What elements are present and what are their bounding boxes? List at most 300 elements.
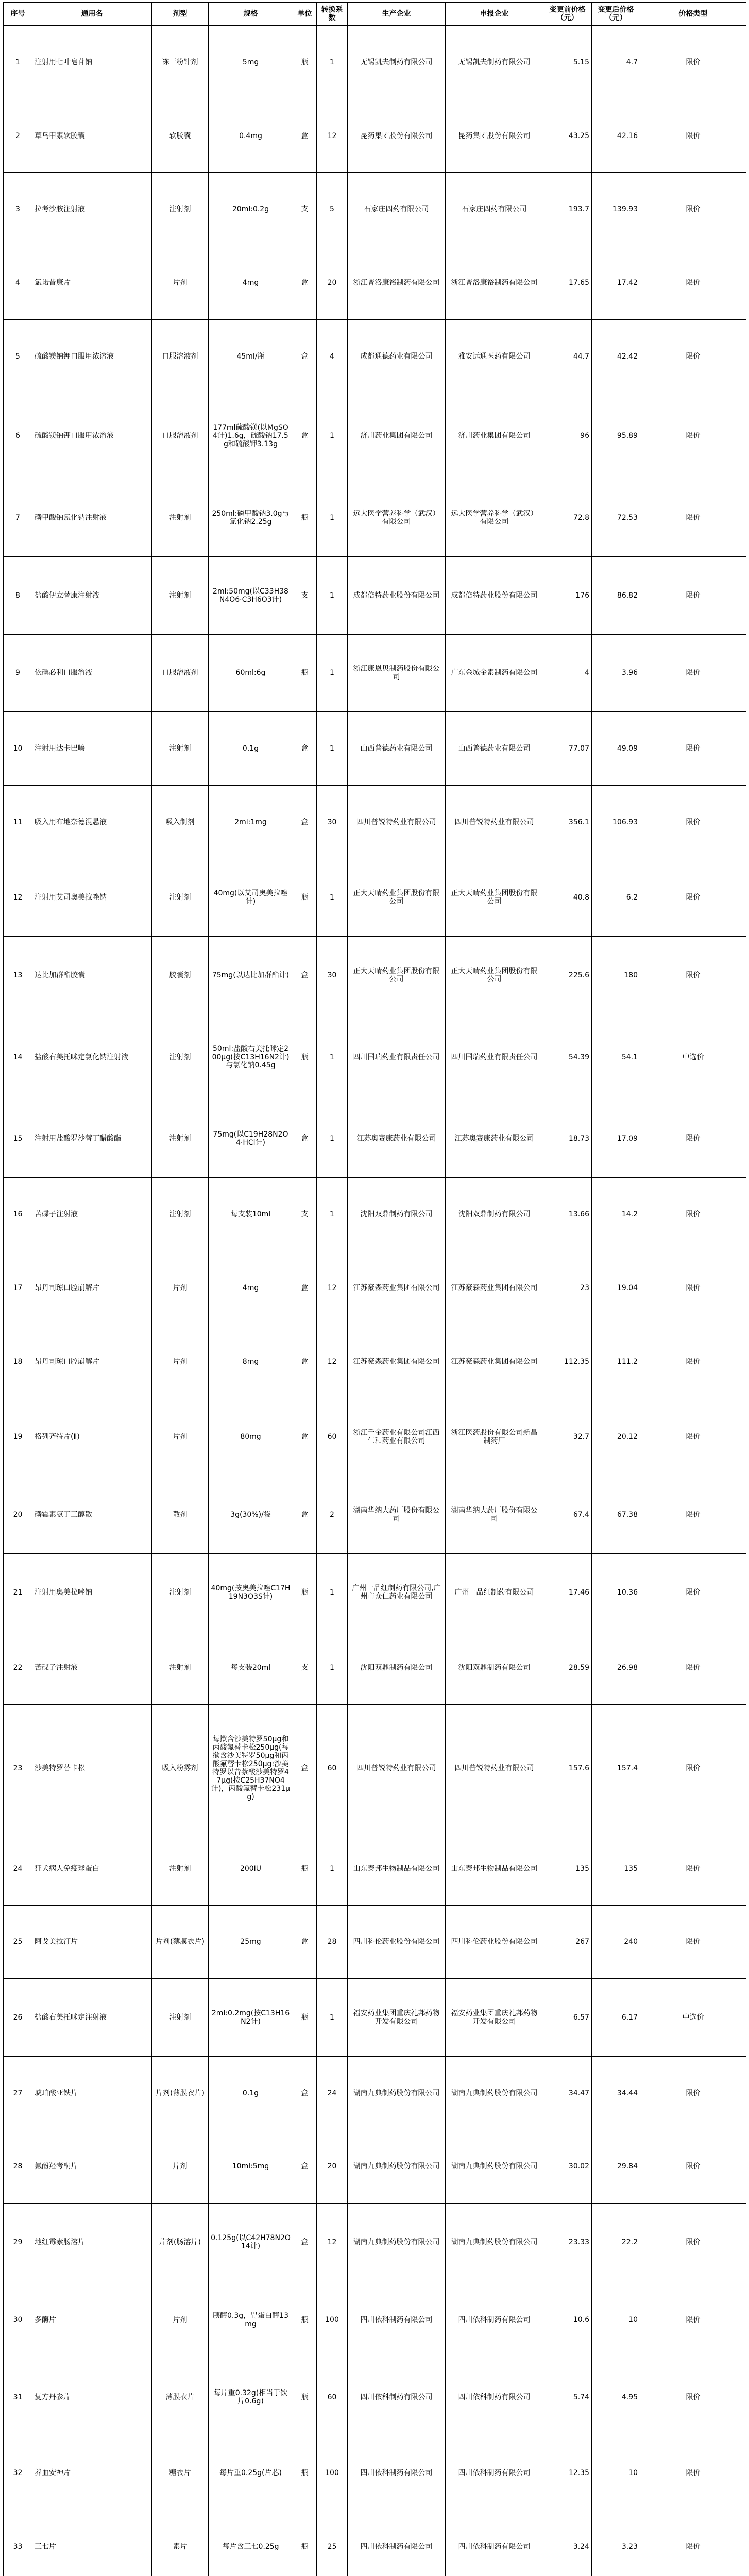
cell-index: 5: [4, 319, 32, 393]
cell-dosage-form: 片剂(薄膜衣片): [152, 2056, 209, 2130]
cell-index: 12: [4, 859, 32, 937]
cell-conversion-factor: 1: [317, 1178, 348, 1251]
cell-applicant: 正大天晴药业集团股份有限公司: [446, 937, 543, 1014]
cell-dosage-form: 胶囊剂: [152, 937, 209, 1014]
cell-price-type: 限价: [640, 556, 746, 634]
table-row: [4, 556, 746, 634]
cell-conversion-factor: 60: [317, 1398, 348, 1476]
cell-conversion-factor: 1: [317, 479, 348, 557]
cell-specification: 每支装20ml: [209, 1631, 293, 1705]
table-row: [4, 479, 746, 557]
cell-index: 25: [4, 1905, 32, 1979]
cell-applicant: 雅安远通医药有限公司: [446, 319, 543, 393]
cell-dosage-form: 片剂: [152, 1398, 209, 1476]
cell-manufacturer: 江苏奥赛康药业有限公司: [348, 1100, 446, 1178]
cell-specification: 0.1g: [209, 712, 293, 786]
cell-applicant: 沈阳双鼎制药有限公司: [446, 1178, 543, 1251]
cell-conversion-factor: 1: [317, 712, 348, 786]
cell-price-after: 111.2: [592, 1325, 640, 1398]
cell-manufacturer: 四川依科制药有限公司: [348, 2281, 446, 2359]
header-specification: 规格: [209, 3, 293, 26]
table-row: [4, 1251, 746, 1325]
cell-unit: 盒: [293, 1398, 317, 1476]
cell-index: 17: [4, 1251, 32, 1325]
cell-dosage-form: 注射剂: [152, 1979, 209, 2057]
cell-price-before: 5.15: [543, 26, 592, 99]
cell-dosage-form: 软胶囊: [152, 99, 209, 173]
table-row: [4, 26, 746, 99]
cell-unit: 盒: [293, 785, 317, 859]
cell-price-type: 限价: [640, 2359, 746, 2436]
cell-unit: 支: [293, 1178, 317, 1251]
cell-manufacturer: 四川国瑞药业有限责任公司: [348, 1014, 446, 1100]
cell-index: 21: [4, 1553, 32, 1631]
cell-unit: 盒: [293, 1476, 317, 1554]
cell-generic-name: 磷霉素氨丁三醇散: [32, 1476, 152, 1554]
cell-price-after: 106.93: [592, 785, 640, 859]
cell-manufacturer: 成都倍特药业股份有限公司: [348, 556, 446, 634]
cell-specification: 每揿含沙美特罗50μg和丙酸氟替卡松250μg(每揿含沙美特罗50μg和丙酸氟替卡松250μg:沙美特罗以昔萘酸沙美特罗47μg(按C25H37NO4计)，丙酸氟替卡松231μg): [209, 1705, 293, 1832]
table-row: [4, 1325, 746, 1398]
cell-manufacturer: 湖南九典制药股份有限公司: [348, 2130, 446, 2204]
cell-unit: 瓶: [293, 1979, 317, 2057]
cell-generic-name: 注射用奥美拉唑钠: [32, 1553, 152, 1631]
cell-specification: 0.1g: [209, 2056, 293, 2130]
table-row: [4, 1476, 746, 1554]
cell-dosage-form: 吸入粉雾剂: [152, 1705, 209, 1832]
cell-applicant: 湖南九典制药股份有限公司: [446, 2130, 543, 2204]
header-price-before: 变更前价格（元）: [543, 3, 592, 26]
cell-price-type: 限价: [640, 1325, 746, 1398]
cell-price-before: 40.8: [543, 859, 592, 937]
cell-price-after: 3.23: [592, 2510, 640, 2576]
cell-specification: 5mg: [209, 26, 293, 99]
cell-price-type: 限价: [640, 2130, 746, 2204]
cell-price-after: 6.2: [592, 859, 640, 937]
table-row: [4, 99, 746, 173]
cell-price-before: 17.65: [543, 246, 592, 320]
cell-price-after: 10: [592, 2281, 640, 2359]
cell-manufacturer: 沈阳双鼎制药有限公司: [348, 1178, 446, 1251]
cell-dosage-form: 素片: [152, 2510, 209, 2576]
cell-dosage-form: 散剂: [152, 1476, 209, 1554]
cell-specification: 每片重0.32g(相当于饮片0.6g): [209, 2359, 293, 2436]
cell-conversion-factor: 1: [317, 1014, 348, 1100]
cell-unit: 支: [293, 1631, 317, 1705]
cell-price-type: 限价: [640, 2436, 746, 2510]
cell-dosage-form: 口服溶液剂: [152, 319, 209, 393]
cell-dosage-form: 注射剂: [152, 1553, 209, 1631]
cell-price-before: 176: [543, 556, 592, 634]
cell-dosage-form: 注射剂: [152, 556, 209, 634]
cell-dosage-form: 吸入制剂: [152, 785, 209, 859]
cell-conversion-factor: 1: [317, 859, 348, 937]
cell-specification: 200IU: [209, 1832, 293, 1905]
cell-specification: 8mg: [209, 1325, 293, 1398]
cell-generic-name: 狂犬病人免疫球蛋白: [32, 1832, 152, 1905]
table-row: [4, 1979, 746, 2057]
cell-price-after: 17.09: [592, 1100, 640, 1178]
cell-price-before: 32.7: [543, 1398, 592, 1476]
table-row: [4, 319, 746, 393]
cell-index: 3: [4, 173, 32, 246]
cell-applicant: 四川国瑞药业有限责任公司: [446, 1014, 543, 1100]
cell-index: 7: [4, 479, 32, 557]
cell-price-type: 限价: [640, 246, 746, 320]
cell-specification: 0.4mg: [209, 99, 293, 173]
table-row: [4, 2056, 746, 2130]
cell-unit: 瓶: [293, 1553, 317, 1631]
cell-applicant: 远大医学营养科学（武汉）有限公司: [446, 479, 543, 557]
table-row: [4, 1014, 746, 1100]
cell-unit: 盒: [293, 319, 317, 393]
cell-applicant: 昆药集团股份有限公司: [446, 99, 543, 173]
cell-specification: 4mg: [209, 1251, 293, 1325]
cell-generic-name: 注射用盐酸罗沙替丁醋酸酯: [32, 1100, 152, 1178]
cell-applicant: 广州一品红制药有限公司: [446, 1553, 543, 1631]
table-row: [4, 2204, 746, 2281]
cell-applicant: 福安药业集团重庆礼邦药物开发有限公司: [446, 1979, 543, 2057]
cell-manufacturer: 成都通德药业有限公司: [348, 319, 446, 393]
cell-dosage-form: 注射剂: [152, 479, 209, 557]
cell-unit: 盒: [293, 99, 317, 173]
cell-price-before: 13.66: [543, 1178, 592, 1251]
cell-manufacturer: 无锡凯夫制药有限公司: [348, 26, 446, 99]
cell-index: 9: [4, 634, 32, 712]
cell-unit: 盒: [293, 2130, 317, 2204]
cell-specification: 4mg: [209, 246, 293, 320]
table-row: [4, 712, 746, 786]
header-conversion-factor: 转换系数: [317, 3, 348, 26]
table-row: [4, 246, 746, 320]
table-row: [4, 1631, 746, 1705]
cell-index: 13: [4, 937, 32, 1014]
cell-generic-name: 注射用七叶皂苷钠: [32, 26, 152, 99]
cell-dosage-form: 片剂(薄膜衣片): [152, 1905, 209, 1979]
cell-applicant: 江苏豪森药业集团有限公司: [446, 1251, 543, 1325]
cell-price-after: 135: [592, 1832, 640, 1905]
cell-conversion-factor: 20: [317, 246, 348, 320]
cell-unit: 瓶: [293, 2281, 317, 2359]
cell-price-after: 3.96: [592, 634, 640, 712]
cell-dosage-form: 口服溶液剂: [152, 634, 209, 712]
cell-conversion-factor: 12: [317, 1251, 348, 1325]
table-row: [4, 1832, 746, 1905]
cell-generic-name: 草乌甲素软胶囊: [32, 99, 152, 173]
cell-price-before: 6.57: [543, 1979, 592, 2057]
cell-price-before: 96: [543, 393, 592, 479]
cell-applicant: 石家庄四药有限公司: [446, 173, 543, 246]
cell-unit: 瓶: [293, 859, 317, 937]
cell-price-before: 23.33: [543, 2204, 592, 2281]
cell-price-type: 中选价: [640, 1979, 746, 2057]
table-row: [4, 2130, 746, 2204]
cell-specification: 2ml:0.2mg(按C13H16N2计): [209, 1979, 293, 2057]
cell-unit: 瓶: [293, 479, 317, 557]
cell-price-before: 18.73: [543, 1100, 592, 1178]
cell-dosage-form: 注射剂: [152, 1832, 209, 1905]
cell-manufacturer: 浙江千金药业有限公司江西仁和药业有限公司: [348, 1398, 446, 1476]
header-unit: 单位: [293, 3, 317, 26]
cell-price-before: 157.6: [543, 1705, 592, 1832]
cell-applicant: 正大天晴药业集团股份有限公司: [446, 859, 543, 937]
cell-specification: 每片含三七0.25g: [209, 2510, 293, 2576]
cell-conversion-factor: 1: [317, 1979, 348, 2057]
cell-dosage-form: 片剂: [152, 2130, 209, 2204]
cell-dosage-form: 糖衣片: [152, 2436, 209, 2510]
table-row: [4, 785, 746, 859]
cell-conversion-factor: 1: [317, 1631, 348, 1705]
table-row: [4, 937, 746, 1014]
cell-generic-name: 阿戈美拉汀片: [32, 1905, 152, 1979]
cell-specification: 0.125g(以C42H78N2O14计): [209, 2204, 293, 2281]
cell-price-type: 限价: [640, 26, 746, 99]
table-row: [4, 2281, 746, 2359]
cell-specification: 177ml硫酸镁(以MgSO4计)1.6g，硫酸钠17.5g和硫酸钾3.13g: [209, 393, 293, 479]
cell-conversion-factor: 30: [317, 937, 348, 1014]
cell-manufacturer: 远大医学营养科学（武汉）有限公司: [348, 479, 446, 557]
cell-price-before: 225.6: [543, 937, 592, 1014]
cell-specification: 40mg(以艾司奥美拉唑计): [209, 859, 293, 937]
cell-index: 26: [4, 1979, 32, 2057]
cell-dosage-form: 注射剂: [152, 1631, 209, 1705]
cell-price-after: 72.53: [592, 479, 640, 557]
cell-conversion-factor: 24: [317, 2056, 348, 2130]
table-row: [4, 1705, 746, 1832]
cell-manufacturer: 正大天晴药业集团股份有限公司: [348, 937, 446, 1014]
cell-price-type: 中选价: [640, 1014, 746, 1100]
cell-price-before: 135: [543, 1832, 592, 1905]
cell-price-before: 30.02: [543, 2130, 592, 2204]
cell-index: 27: [4, 2056, 32, 2130]
cell-index: 18: [4, 1325, 32, 1398]
cell-generic-name: 苦碟子注射液: [32, 1178, 152, 1251]
cell-price-before: 67.4: [543, 1476, 592, 1554]
cell-specification: 50ml:盐酸右美托咪定200μg(按C13H16N2计)与氯化钠0.45g: [209, 1014, 293, 1100]
cell-specification: 2ml:50mg(以C33H38N4O6·C3H6O3计): [209, 556, 293, 634]
cell-index: 11: [4, 785, 32, 859]
cell-dosage-form: 片剂: [152, 1325, 209, 1398]
cell-conversion-factor: 1: [317, 634, 348, 712]
cell-conversion-factor: 60: [317, 1705, 348, 1832]
cell-specification: 每片重0.25g(片芯): [209, 2436, 293, 2510]
cell-price-type: 限价: [640, 1100, 746, 1178]
cell-dosage-form: 片剂: [152, 1251, 209, 1325]
cell-generic-name: 养血安神片: [32, 2436, 152, 2510]
cell-price-type: 限价: [640, 1631, 746, 1705]
cell-unit: 瓶: [293, 2510, 317, 2576]
cell-price-before: 77.07: [543, 712, 592, 786]
cell-manufacturer: 湖南九典制药股份有限公司: [348, 2056, 446, 2130]
cell-index: 6: [4, 393, 32, 479]
cell-price-before: 44.7: [543, 319, 592, 393]
cell-dosage-form: 注射剂: [152, 1178, 209, 1251]
cell-dosage-form: 注射剂: [152, 1100, 209, 1178]
cell-price-type: 限价: [640, 1476, 746, 1554]
cell-manufacturer: 四川依科制药有限公司: [348, 2359, 446, 2436]
cell-manufacturer: 四川依科制药有限公司: [348, 2436, 446, 2510]
header-manufacturer: 生产企业: [348, 3, 446, 26]
cell-conversion-factor: 1: [317, 556, 348, 634]
cell-conversion-factor: 1: [317, 1100, 348, 1178]
cell-price-type: 限价: [640, 319, 746, 393]
table-row: [4, 2436, 746, 2510]
cell-price-before: 3.24: [543, 2510, 592, 2576]
cell-generic-name: 盐酸右美托咪定氯化钠注射液: [32, 1014, 152, 1100]
cell-unit: 盒: [293, 1325, 317, 1398]
cell-generic-name: 硫酸镁钠钾口服用浓溶液: [32, 319, 152, 393]
cell-price-type: 限价: [640, 479, 746, 557]
cell-price-before: 112.35: [543, 1325, 592, 1398]
cell-applicant: 四川科伦药业股份有限公司: [446, 1905, 543, 1979]
header-applicant: 申报企业: [446, 3, 543, 26]
cell-conversion-factor: 1: [317, 1553, 348, 1631]
cell-unit: 盒: [293, 246, 317, 320]
cell-applicant: 山西普德药业有限公司: [446, 712, 543, 786]
cell-price-type: 限价: [640, 712, 746, 786]
table-row: [4, 173, 746, 246]
cell-dosage-form: 注射剂: [152, 859, 209, 937]
cell-conversion-factor: 1: [317, 26, 348, 99]
cell-price-after: 95.89: [592, 393, 640, 479]
cell-index: 30: [4, 2281, 32, 2359]
cell-price-before: 54.39: [543, 1014, 592, 1100]
cell-manufacturer: 浙江康恩贝制药股份有限公司: [348, 634, 446, 712]
cell-applicant: 江苏豪森药业集团有限公司: [446, 1325, 543, 1398]
cell-price-after: 26.98: [592, 1631, 640, 1705]
table-body: [4, 26, 746, 2576]
cell-unit: 盒: [293, 937, 317, 1014]
cell-manufacturer: 湖南华纳大药厂股份有限公司: [348, 1476, 446, 1554]
cell-applicant: 四川普锐特药业有限公司: [446, 785, 543, 859]
cell-unit: 盒: [293, 2204, 317, 2281]
cell-price-after: 14.2: [592, 1178, 640, 1251]
cell-manufacturer: 四川依科制药有限公司: [348, 2510, 446, 2576]
cell-manufacturer: 江苏豪森药业集团有限公司: [348, 1251, 446, 1325]
cell-dosage-form: 薄膜衣片: [152, 2359, 209, 2436]
cell-price-before: 43.25: [543, 99, 592, 173]
cell-price-before: 12.35: [543, 2436, 592, 2510]
cell-conversion-factor: 12: [317, 2204, 348, 2281]
cell-manufacturer: 广州一品红制药有限公司,广州市众仁药业有限公司: [348, 1553, 446, 1631]
cell-specification: 75mg(以达比加群酯计): [209, 937, 293, 1014]
cell-index: 14: [4, 1014, 32, 1100]
cell-index: 23: [4, 1705, 32, 1832]
cell-dosage-form: 注射剂: [152, 173, 209, 246]
cell-dosage-form: 口服溶液剂: [152, 393, 209, 479]
table-row: [4, 1398, 746, 1476]
cell-price-before: 193.7: [543, 173, 592, 246]
cell-specification: 胰酶0.3g，胃蛋白酶13mg: [209, 2281, 293, 2359]
cell-applicant: 广东金城金素制药有限公司: [446, 634, 543, 712]
cell-price-after: 4.95: [592, 2359, 640, 2436]
cell-applicant: 四川普锐特药业有限公司: [446, 1705, 543, 1832]
cell-price-type: 限价: [640, 1398, 746, 1476]
cell-conversion-factor: 25: [317, 2510, 348, 2576]
price-change-table-container: [3, 2, 746, 2576]
cell-manufacturer: 福安药业集团重庆礼邦药物开发有限公司: [348, 1979, 446, 2057]
cell-price-before: 34.47: [543, 2056, 592, 2130]
cell-price-type: 限价: [640, 99, 746, 173]
cell-price-before: 356.1: [543, 785, 592, 859]
cell-price-after: 42.42: [592, 319, 640, 393]
table-row: [4, 634, 746, 712]
cell-applicant: 山东泰邦生物制品有限公司: [446, 1832, 543, 1905]
cell-conversion-factor: 30: [317, 785, 348, 859]
cell-price-type: 限价: [640, 2510, 746, 2576]
cell-conversion-factor: 5: [317, 173, 348, 246]
cell-price-after: 17.42: [592, 246, 640, 320]
cell-price-type: 限价: [640, 1905, 746, 1979]
cell-price-type: 限价: [640, 1178, 746, 1251]
cell-unit: 瓶: [293, 26, 317, 99]
cell-price-after: 49.09: [592, 712, 640, 786]
cell-unit: 支: [293, 173, 317, 246]
cell-price-type: 限价: [640, 785, 746, 859]
cell-specification: 60ml:6g: [209, 634, 293, 712]
cell-price-after: 240: [592, 1905, 640, 1979]
cell-generic-name: 多酶片: [32, 2281, 152, 2359]
cell-unit: 瓶: [293, 2436, 317, 2510]
cell-unit: 盒: [293, 712, 317, 786]
cell-price-after: 10.36: [592, 1553, 640, 1631]
cell-generic-name: 昂丹司琼口腔崩解片: [32, 1325, 152, 1398]
cell-price-type: 限价: [640, 1553, 746, 1631]
cell-specification: 2ml:1mg: [209, 785, 293, 859]
cell-price-after: 67.38: [592, 1476, 640, 1554]
header-generic-name: 通用名: [32, 3, 152, 26]
cell-price-after: 22.2: [592, 2204, 640, 2281]
cell-manufacturer: 山东泰邦生物制品有限公司: [348, 1832, 446, 1905]
cell-applicant: 四川依科制药有限公司: [446, 2359, 543, 2436]
cell-price-type: 限价: [640, 173, 746, 246]
cell-index: 29: [4, 2204, 32, 2281]
cell-price-after: 34.44: [592, 2056, 640, 2130]
cell-dosage-form: 片剂: [152, 246, 209, 320]
cell-price-before: 10.6: [543, 2281, 592, 2359]
cell-manufacturer: 浙江普洛康裕制药有限公司: [348, 246, 446, 320]
cell-applicant: 四川依科制药有限公司: [446, 2436, 543, 2510]
cell-index: 31: [4, 2359, 32, 2436]
cell-price-after: 86.82: [592, 556, 640, 634]
cell-applicant: 浙江普洛康裕制药有限公司: [446, 246, 543, 320]
cell-unit: 瓶: [293, 1014, 317, 1100]
cell-price-type: 限价: [640, 1705, 746, 1832]
header-row: [4, 3, 746, 26]
header-price-type: 价格类型: [640, 3, 746, 26]
cell-manufacturer: 正大天晴药业集团股份有限公司: [348, 859, 446, 937]
cell-generic-name: 三七片: [32, 2510, 152, 2576]
cell-generic-name: 依碘必利口服溶液: [32, 634, 152, 712]
cell-price-after: 6.17: [592, 1979, 640, 2057]
cell-price-type: 限价: [640, 859, 746, 937]
cell-conversion-factor: 2: [317, 1476, 348, 1554]
cell-generic-name: 氯诺昔康片: [32, 246, 152, 320]
cell-conversion-factor: 20: [317, 2130, 348, 2204]
cell-generic-name: 硫酸镁钠钾口服用浓溶液: [32, 393, 152, 479]
cell-generic-name: 复方丹参片: [32, 2359, 152, 2436]
cell-index: 8: [4, 556, 32, 634]
cell-manufacturer: 湖南九典制药股份有限公司: [348, 2204, 446, 2281]
cell-price-type: 限价: [640, 2204, 746, 2281]
cell-price-type: 限价: [640, 937, 746, 1014]
cell-specification: 80mg: [209, 1398, 293, 1476]
cell-manufacturer: 石家庄四药有限公司: [348, 173, 446, 246]
cell-unit: 瓶: [293, 2359, 317, 2436]
cell-index: 28: [4, 2130, 32, 2204]
cell-unit: 盒: [293, 1705, 317, 1832]
cell-manufacturer: 江苏豪森药业集团有限公司: [348, 1325, 446, 1398]
